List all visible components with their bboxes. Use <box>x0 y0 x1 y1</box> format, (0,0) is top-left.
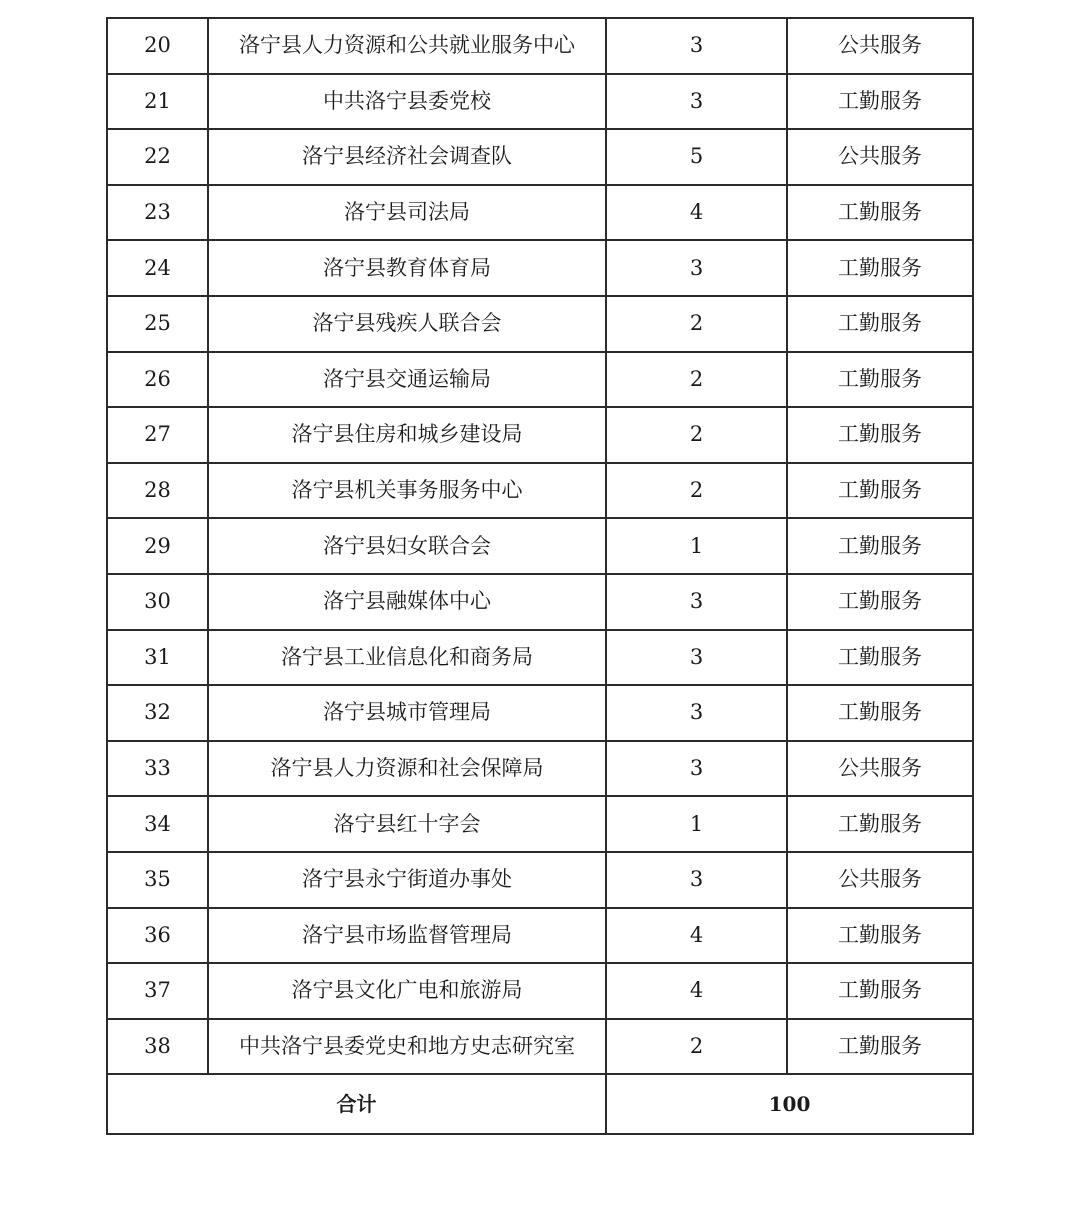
table-row <box>107 129 973 185</box>
position-count: 3 <box>606 18 787 74</box>
unit-name: 洛宁县住房和城乡建设局 <box>208 407 606 463</box>
row-number: 27 <box>107 407 208 463</box>
row-number: 21 <box>107 74 208 130</box>
unit-name: 洛宁县融媒体中心 <box>208 574 606 630</box>
unit-name: 洛宁县工业信息化和商务局 <box>208 630 606 686</box>
unit-name: 洛宁县永宁街道办事处 <box>208 852 606 908</box>
position-count: 3 <box>606 741 787 797</box>
row-number: 22 <box>107 129 208 185</box>
row-number: 36 <box>107 908 208 964</box>
table-row <box>107 240 973 296</box>
table-row <box>107 463 973 519</box>
service-category: 工勤服务 <box>787 518 973 574</box>
service-category: 工勤服务 <box>787 630 973 686</box>
service-category: 工勤服务 <box>787 240 973 296</box>
position-count: 2 <box>606 407 787 463</box>
row-number: 38 <box>107 1019 208 1075</box>
unit-name: 洛宁县经济社会调查队 <box>208 129 606 185</box>
table-row <box>107 185 973 241</box>
total-value: 100 <box>606 1074 973 1134</box>
row-number: 37 <box>107 963 208 1019</box>
service-category: 工勤服务 <box>787 296 973 352</box>
table-body <box>107 18 973 1074</box>
service-category: 工勤服务 <box>787 463 973 519</box>
position-count: 1 <box>606 518 787 574</box>
service-category: 工勤服务 <box>787 908 973 964</box>
unit-name: 中共洛宁县委党校 <box>208 74 606 130</box>
unit-name: 洛宁县文化广电和旅游局 <box>208 963 606 1019</box>
position-count: 3 <box>606 240 787 296</box>
service-category: 公共服务 <box>787 18 973 74</box>
table-row <box>107 18 973 74</box>
table-row <box>107 796 973 852</box>
table-row <box>107 74 973 130</box>
unit-name: 洛宁县妇女联合会 <box>208 518 606 574</box>
row-number: 30 <box>107 574 208 630</box>
position-count: 4 <box>606 963 787 1019</box>
unit-name: 洛宁县红十字会 <box>208 796 606 852</box>
position-count: 4 <box>606 908 787 964</box>
row-number: 33 <box>107 741 208 797</box>
allocation-table <box>106 17 974 1135</box>
position-count: 4 <box>606 185 787 241</box>
position-count: 3 <box>606 852 787 908</box>
row-number: 28 <box>107 463 208 519</box>
table-row <box>107 352 973 408</box>
row-number: 29 <box>107 518 208 574</box>
unit-name: 洛宁县残疾人联合会 <box>208 296 606 352</box>
row-number: 26 <box>107 352 208 408</box>
position-count: 3 <box>606 74 787 130</box>
service-category: 工勤服务 <box>787 574 973 630</box>
service-category: 工勤服务 <box>787 1019 973 1075</box>
position-count: 3 <box>606 574 787 630</box>
row-number: 25 <box>107 296 208 352</box>
table-row <box>107 407 973 463</box>
position-count: 3 <box>606 630 787 686</box>
unit-name: 洛宁县城市管理局 <box>208 685 606 741</box>
row-number: 32 <box>107 685 208 741</box>
service-category: 工勤服务 <box>787 74 973 130</box>
position-count: 2 <box>606 463 787 519</box>
position-count: 3 <box>606 685 787 741</box>
table-row <box>107 574 973 630</box>
position-count: 2 <box>606 1019 787 1075</box>
table-row <box>107 741 973 797</box>
unit-name: 洛宁县司法局 <box>208 185 606 241</box>
unit-name: 洛宁县市场监督管理局 <box>208 908 606 964</box>
table-row <box>107 908 973 964</box>
table-row <box>107 685 973 741</box>
unit-name: 洛宁县教育体育局 <box>208 240 606 296</box>
position-count: 2 <box>606 296 787 352</box>
table-row <box>107 518 973 574</box>
service-category: 工勤服务 <box>787 352 973 408</box>
service-category: 工勤服务 <box>787 685 973 741</box>
row-number: 31 <box>107 630 208 686</box>
table-row <box>107 296 973 352</box>
service-category: 工勤服务 <box>787 185 973 241</box>
table-row <box>107 963 973 1019</box>
position-count: 5 <box>606 129 787 185</box>
service-category: 工勤服务 <box>787 963 973 1019</box>
unit-name: 洛宁县人力资源和公共就业服务中心 <box>208 18 606 74</box>
service-category: 公共服务 <box>787 129 973 185</box>
service-category: 工勤服务 <box>787 407 973 463</box>
unit-name: 中共洛宁县委党史和地方史志研究室 <box>208 1019 606 1075</box>
row-number: 24 <box>107 240 208 296</box>
row-number: 35 <box>107 852 208 908</box>
unit-name: 洛宁县交通运输局 <box>208 352 606 408</box>
table-row <box>107 1019 973 1075</box>
unit-name: 洛宁县机关事务服务中心 <box>208 463 606 519</box>
row-number: 34 <box>107 796 208 852</box>
total-label: 合计 <box>107 1074 606 1134</box>
total-row <box>107 1074 973 1134</box>
service-category: 公共服务 <box>787 852 973 908</box>
position-count: 2 <box>606 352 787 408</box>
service-category: 工勤服务 <box>787 796 973 852</box>
service-category: 公共服务 <box>787 741 973 797</box>
row-number: 23 <box>107 185 208 241</box>
table-row <box>107 852 973 908</box>
unit-name: 洛宁县人力资源和社会保障局 <box>208 741 606 797</box>
row-number: 20 <box>107 18 208 74</box>
table-row <box>107 630 973 686</box>
position-count: 1 <box>606 796 787 852</box>
